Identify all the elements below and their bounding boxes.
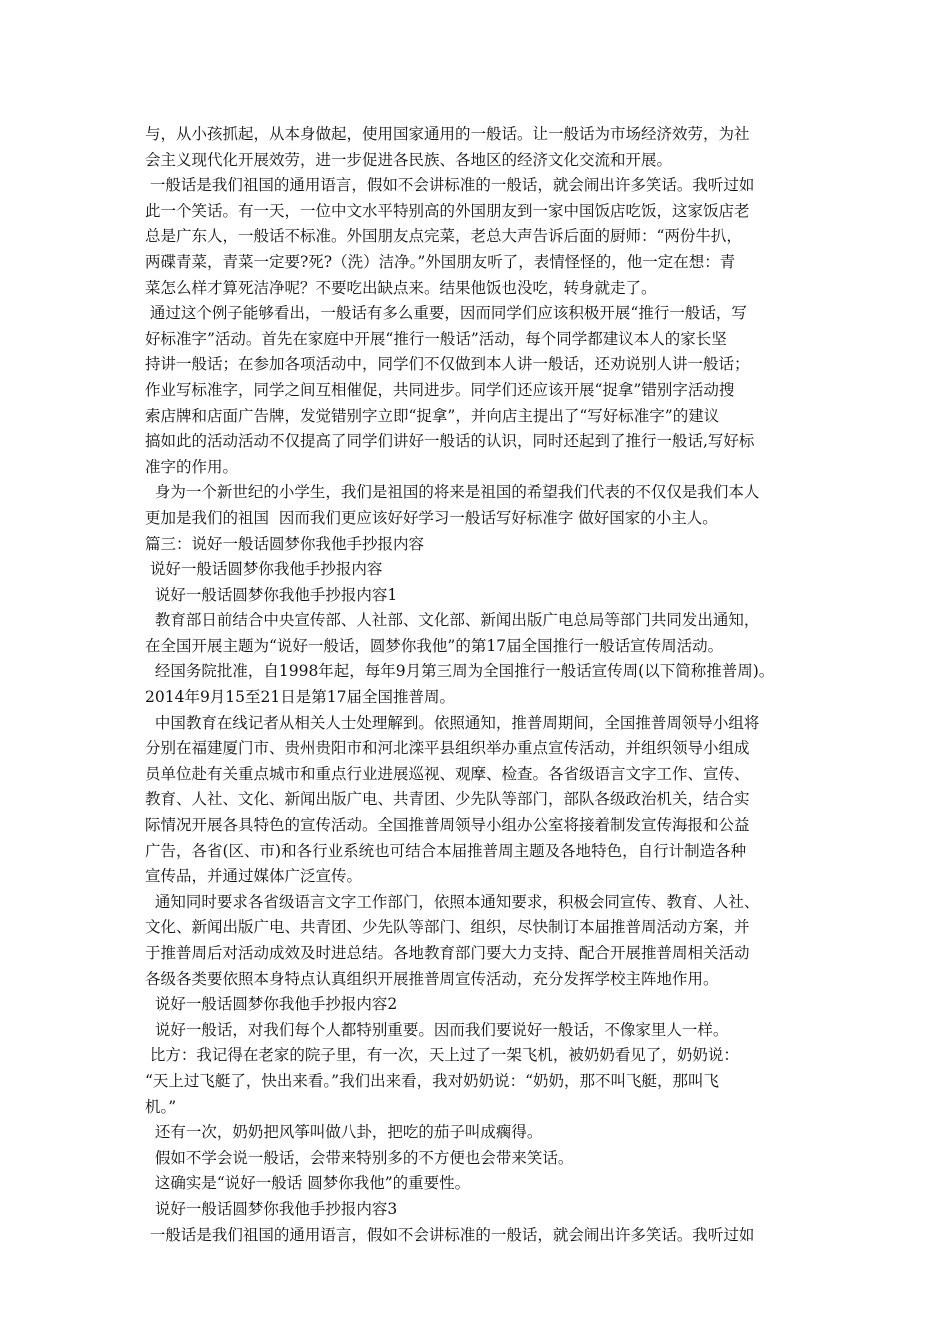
section-heading: 篇三：说好一般话圆梦你我他手抄报内容	[145, 534, 425, 553]
text-line: 机。”	[145, 1097, 177, 1116]
text-line: 搞如此的活动活动不仅提高了同学们讲好一般话的认识，同时还起到了推行一般话,写好标	[145, 432, 755, 451]
text-line: 员单位赴有关重点城市和重点行业进展巡视、观摩、检查。各省级语言文字工作、宣传、	[145, 764, 750, 783]
text-line: 教育部日前结合中央宣传部、人社部、文化部、新闻出版广电总局等部门共同发出通知，	[145, 611, 760, 630]
text-line: 这确实是“说好一般话 圆梦你我他”的重要性。	[145, 1174, 471, 1193]
text-line: 还有一次，奶奶把风筝叫做八卦，把吃的茄子叫成瘸得。	[145, 1123, 543, 1142]
text-line: 中国教育在线记者从相关人士处理解到。依照通知，推普周期间，全国推普周领导小组将	[145, 713, 760, 732]
text-line: 菜怎么样才算死洁净呢？不要吃出缺点来。结果他饭也没吃，转身就走了。	[145, 278, 657, 297]
text-line: 一般话是我们祖国的通用语言，假如不会讲标准的一般话，就会闹出许多笑话。我听过如	[145, 1225, 755, 1244]
text-line: 比方：我记得在老家的院子里，有一次，天上过了一架飞机，被奶奶看见了，奶奶说：	[145, 1046, 739, 1065]
text-line: 会主义现代化开展效劳，进一步促进各民族、各地区的经济文化交流和开展。	[145, 150, 673, 169]
text-line: 2014年9月15至21日是第17届全国推普周。	[145, 688, 455, 707]
text-line: 假如不学会说一般话，会带来特别多的不方便也会带来笑话。	[145, 1148, 574, 1167]
text-line: 际情况开展各具特色的宣传活动。全国推普周领导小组办公室将接着制发宣传海报和公益	[145, 816, 750, 835]
text-line: 更加是我们的祖国 因而我们更应该好好学习一般话写好标准字 做好国家的小主人。	[145, 508, 718, 527]
text-line: 好标准字”活动。首先在家庭中开展“推行一般话”活动，每个同学都建议本人的家长坚	[145, 329, 727, 348]
text-line: 说好一般话圆梦你我他手抄报内容	[145, 560, 383, 579]
text-line: 通知同时要求各省级语言文字工作部门，依照本通知要求，积极会同宣传、教育、人社、	[145, 892, 760, 911]
text-line: 总是广东人，一般话不标准。外国朋友点完菜，老总大声告诉后面的厨师：“两份牛扒，	[145, 227, 742, 246]
text-line: 分别在福建厦门市、贵州贵阳市和河北滦平县组织举办重点宣传活动，并组织领导小组成	[145, 739, 750, 758]
text-line: 作业写标准字，同学之间互相催促，共同进步。同学们还应该开展“捉拿”错别字活动搜	[145, 380, 735, 399]
text-line: 此一个笑话。有一天，一位中文水平特别高的外国朋友到一家中国饭店吃饭，这家饭店老	[145, 201, 750, 220]
text-line: 宣传品，并通过媒体广泛宣传。	[145, 867, 363, 886]
document-body	[145, 122, 825, 1248]
text-line: 说好一般话，对我们每个人都特别重要。因而我们要说好一般话，不像家里人一样。	[145, 1020, 729, 1039]
text-line: 身为一个新世纪的小学生，我们是祖国的将来是祖国的希望我们代表的不仅仅是我们本人	[145, 483, 760, 502]
text-line: 两碟青菜，青菜一定要?死?（洗）洁净。”外国朋友听了，表情怪怪的，他一定在想：青	[145, 252, 736, 271]
text-line: 说好一般话圆梦你我他手抄报内容2	[145, 995, 398, 1014]
text-line: 文化、新闻出版广电、共青团、少先队等部门、组织，尽快制订本届推普周活动方案，并	[145, 918, 750, 937]
text-line: 说好一般话圆梦你我他手抄报内容3	[145, 1199, 398, 1218]
text-line: 准字的作用。	[145, 457, 239, 476]
text-line: 说好一般话圆梦你我他手抄报内容1	[145, 585, 398, 604]
text-line: “天上过飞艇了，快出来看。”我们出来看，我对奶奶说：“奶奶，那不叫飞艇，那叫飞	[145, 1071, 720, 1090]
text-line: 教育、人社、文化、新闻出版广电、共青团、少先队等部门，部队各级政治机关，结合实	[145, 790, 750, 809]
text-line: 经国务院批准，自1998年起，每年9月第三周为全国推行一般话宣传周(以下简称推普周)。	[145, 662, 775, 681]
text-line: 索店牌和店面广告牌，发觉错别字立即“捉拿”，并向店主提出了“写好标准字”的建议	[145, 406, 720, 425]
text-line: 在全国开展主题为“说好一般话，圆梦你我他”的第17届全国推行一般话宣传周活动。	[145, 636, 724, 655]
text-line: 广告，各省(区、市)和各行业系统也可结合本届推普周主题及各地特色，自行计制造各种	[145, 841, 747, 860]
text-line: 持讲一般话；在参加各项活动中，同学们不仅做到本人讲一般话，还劝说别人讲一般话；	[145, 355, 750, 374]
text-line: 于推普周后对活动成效及时进总结。各地教育部门要大力支持、配合开展推普周相关活动	[145, 944, 750, 962]
text-line: 通过这个例子能够看出，一般话有多么重要，因而同学们应该积极开展“推行一般话，写	[145, 304, 747, 323]
text-line: 各级各类要依照本身特点认真组织开展推普周宣传活动，充分发挥学校主阵地作用。	[145, 969, 719, 988]
text-line: 与，从小孩抓起，从本身做起，使用国家通用的一般话。让一般话为市场经济效劳，为社	[145, 125, 750, 143]
text-line: 一般话是我们祖国的通用语言，假如不会讲标准的一般话，就会闹出许多笑话。我听过如	[145, 176, 755, 195]
